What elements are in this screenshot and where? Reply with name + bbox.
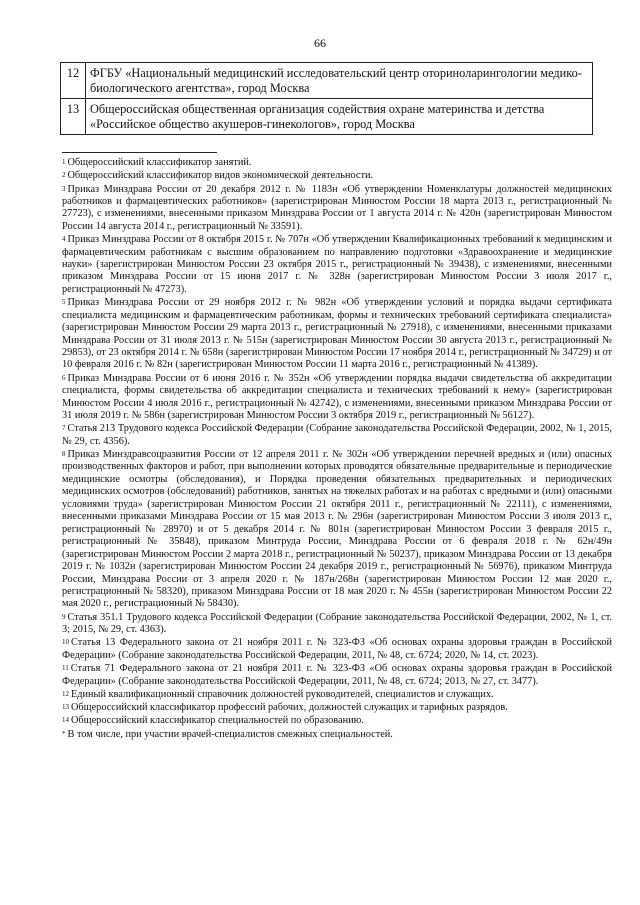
footnote-mark: 10: [62, 638, 69, 647]
footnote-mark: 12: [62, 689, 69, 698]
footnote: [62, 663, 612, 688]
footnote-text: Статья 13 Федерального закона от 21 ноября 2011 г. № 323-ФЗ «Об основах охраны здоровья граждан в Российской Федерации» (Собрание законодательства Российской Федерации, 2011, № 48, ст. 6724; 2020, № 14, ст. 2023).: [62, 637, 612, 661]
footnote-mark: 11: [62, 664, 69, 673]
footnote-text: Приказ Минздравсоцразвития России от 12 апреля 2011 г. № 302н «Об утверждении перечней вредных и (или) опасных производственных факторов и работ, при выполнении которых проводятся обязательные предварительные и периодические медицинские осмотры (обследования), и Порядка проведения обязательных предварительных и периодических медицинских осмотров (обследований) работников, занятых на тяжелых работах и на работах с вредными и (или) опасными условиями труда» (зарегистрирован Минюстом России 21 октября 2011 г., регистрационный № 22111), с изменениями, внесенными приказами Минздрава России от 15 мая 2013 г. № 296н (зарегистрирован Минюстом России 3 июля 2013 г., регистрационный № 28970) и от 5 декабря 2014 г. № 801н (зарегистрирован Минюстом России 3 февраля 2015 г., регистрационный № 35848), приказом Минтруда России, Минздрава России от 6 февраля 2018 г. № 62н/49н (зарегистрирован Минюстом России 2 марта 2018 г., регистрационный № 50237), приказом Минздрава России от 13 декабря 2019 г. № 1032н (зарегистрирован Минюстом России 24 декабря 2019 г., регистрационный № 56976), приказом Минтруда России, Минздрава России от 3 апреля 2020 г. № 187н/268н (зарегистрирован Минюстом России 12 мая 2020 г., регистрационный № 58320), приказом Минздрава России от 18 мая 2020 г. № 455н (зарегистрирован Минюстом России 22 мая 2020 г., регистрационный № 58430).: [62, 449, 612, 610]
organization-name: ФГБУ «Национальный медицинский исследовательский центр оториноларингологии медико-биологического агентства», город Москва: [86, 63, 593, 99]
footnote-text: Общероссийский классификатор видов экономической деятельности.: [67, 170, 374, 182]
footnote-mark: 6: [62, 373, 66, 382]
footnote-mark: 7: [62, 424, 66, 433]
footnote-mark: 1: [62, 158, 66, 166]
footnote: [62, 637, 612, 662]
footnote: [62, 170, 612, 182]
footnote-text: Статья 213 Трудового кодекса Российской Федерации (Собрание законодательства Российской Федерации, 2002, № 1, 2015, № 29, ст. 4356).: [62, 423, 612, 447]
footnote-mark: *: [62, 729, 66, 738]
footnote-text: Статья 71 Федерального закона от 21 ноября 2011 г. № 323-ФЗ «Об основах охраны здоровья граждан в Российской Федерации» (Собрание законодательства Российской Федерации, 2011, № 48, ст. 6724; 2013, № 27, ст. 3477).: [62, 663, 612, 687]
row-number: 13: [61, 99, 86, 135]
table-row: [61, 63, 593, 99]
footnote-text: Приказ Минздрава России от 29 ноября 2012 г. № 982н «Об утверждении условий и порядка выдачи сертификата специалиста медицинским и фармацевтическим работникам, формы и технических требований сертификата специалиста» (зарегистрирован Минюстом России 29 марта 2013 г., регистрационный № 27918), с изменениями, внесенными приказами Минздрава России от 31 июля 2013 г. № 515н (зарегистрирован Минюстом России 30 августа 2013 г., регистрационный № 29853), от 23 октября 2014 г. № 658н (зарегистрирован Минюстом России 17 ноября 2014 г., регистрационный № 34729) и от 10 февраля 2016 г. № 82н (зарегистрирован Минюстом России 11 марта 2016 г., регистрационный № 41389).: [62, 297, 612, 371]
footnote-mark: 13: [62, 703, 69, 712]
footnote-mark: 9: [62, 612, 66, 621]
footnote-text: Приказ Минздрава России от 6 июня 2016 г. № 352н «Об утверждении порядка выдачи свидетельства об аккредитации специалиста, формы свидетельства об аккредитации специалиста и технических требований к нему» (зарегистрирован Минюстом России 4 июля 2016 г., регистрационный № 42742), с изменениями, внесенными приказом Минздрава России от 31 июля 2019 г. № 586н (зарегистрирован Минюстом России 3 октября 2019 г., регистрационный № 56127).: [62, 372, 612, 422]
table-row: [61, 99, 593, 135]
footnote: [62, 612, 612, 637]
footnote-text: Общероссийский классификатор занятий.: [67, 157, 252, 168]
footnote-text: Приказ Минздрава России от 20 декабря 2012 г. № 1183н «Об утверждении Номенклатуры должностей медицинских работников и фармацевтических работников» (зарегистрирован Минюстом России 18 марта 2013 г., регистрационный № 27723), с изменениями, внесенными приказом Минздрава России от 1 августа 2014 г. № 420н (зарегистрирован Минюстом России 14 августа 2014 г., регистрационный № 33591).: [62, 183, 612, 232]
footnote-mark: 2: [62, 171, 66, 180]
footnote-text: Единый квалификационный справочник должностей руководителей, специалистов и служащих.: [71, 688, 494, 700]
footnote: [62, 297, 612, 372]
footnote-mark: 5: [62, 298, 66, 307]
organization-name: Общероссийская общественная организация содействия охране материнства и детства «Российское общество акушеров-гинекологов», город Москва: [86, 99, 593, 135]
footnote: [62, 157, 612, 169]
footnote-mark: 14: [62, 716, 69, 725]
footnote: [62, 449, 612, 611]
footnote: [62, 689, 612, 701]
footnote: [62, 702, 612, 714]
footnote-separator: [62, 152, 217, 153]
footnote: [62, 373, 612, 423]
footnote: [62, 234, 612, 296]
row-number: 12: [61, 63, 86, 99]
footnote-mark: 3: [62, 184, 66, 193]
footnote: [62, 184, 612, 234]
page-number: 66: [314, 36, 326, 50]
footnote-mark: 8: [62, 450, 66, 458]
organizations-table: [60, 62, 593, 135]
footnote-mark: 4: [62, 235, 66, 244]
footnote: [62, 423, 612, 448]
footnote-text: В том числе, при участии врачей-специалистов смежных специальностей.: [67, 728, 393, 740]
footnote-text: Общероссийский классификатор специальностей по образованию.: [71, 715, 364, 727]
footnotes: [62, 157, 612, 742]
footnote-text: Приказ Минздрава России от 8 октября 2015 г. № 707н «Об утверждении Квалификационных требований к медицинским и фармацевтическим работникам с высшим образованием по направлению подготовки «Здравоохранение и медицинские науки» (зарегистрирован Минюстом России 23 октября 2015 г., регистрационный № 39438), с изменениями, внесенными приказом Минздрава России от 15 июня 2017 г. № 328н (зарегистрирован Минюстом России 3 июля 2017 г., регистрационный № 47273).: [62, 234, 612, 295]
footnote: [62, 715, 612, 727]
footnote-text: Общероссийский классификатор профессий рабочих, должностей служащих и тарифных разрядов.: [71, 702, 508, 714]
footnote: [62, 729, 612, 741]
footnote-text: Статья 351.1 Трудового кодекса Российской Федерации (Собрание законодательства Российской Федерации, 2002, № 1, ст. 3; 2015, № 29, ст. 4363).: [62, 611, 612, 636]
